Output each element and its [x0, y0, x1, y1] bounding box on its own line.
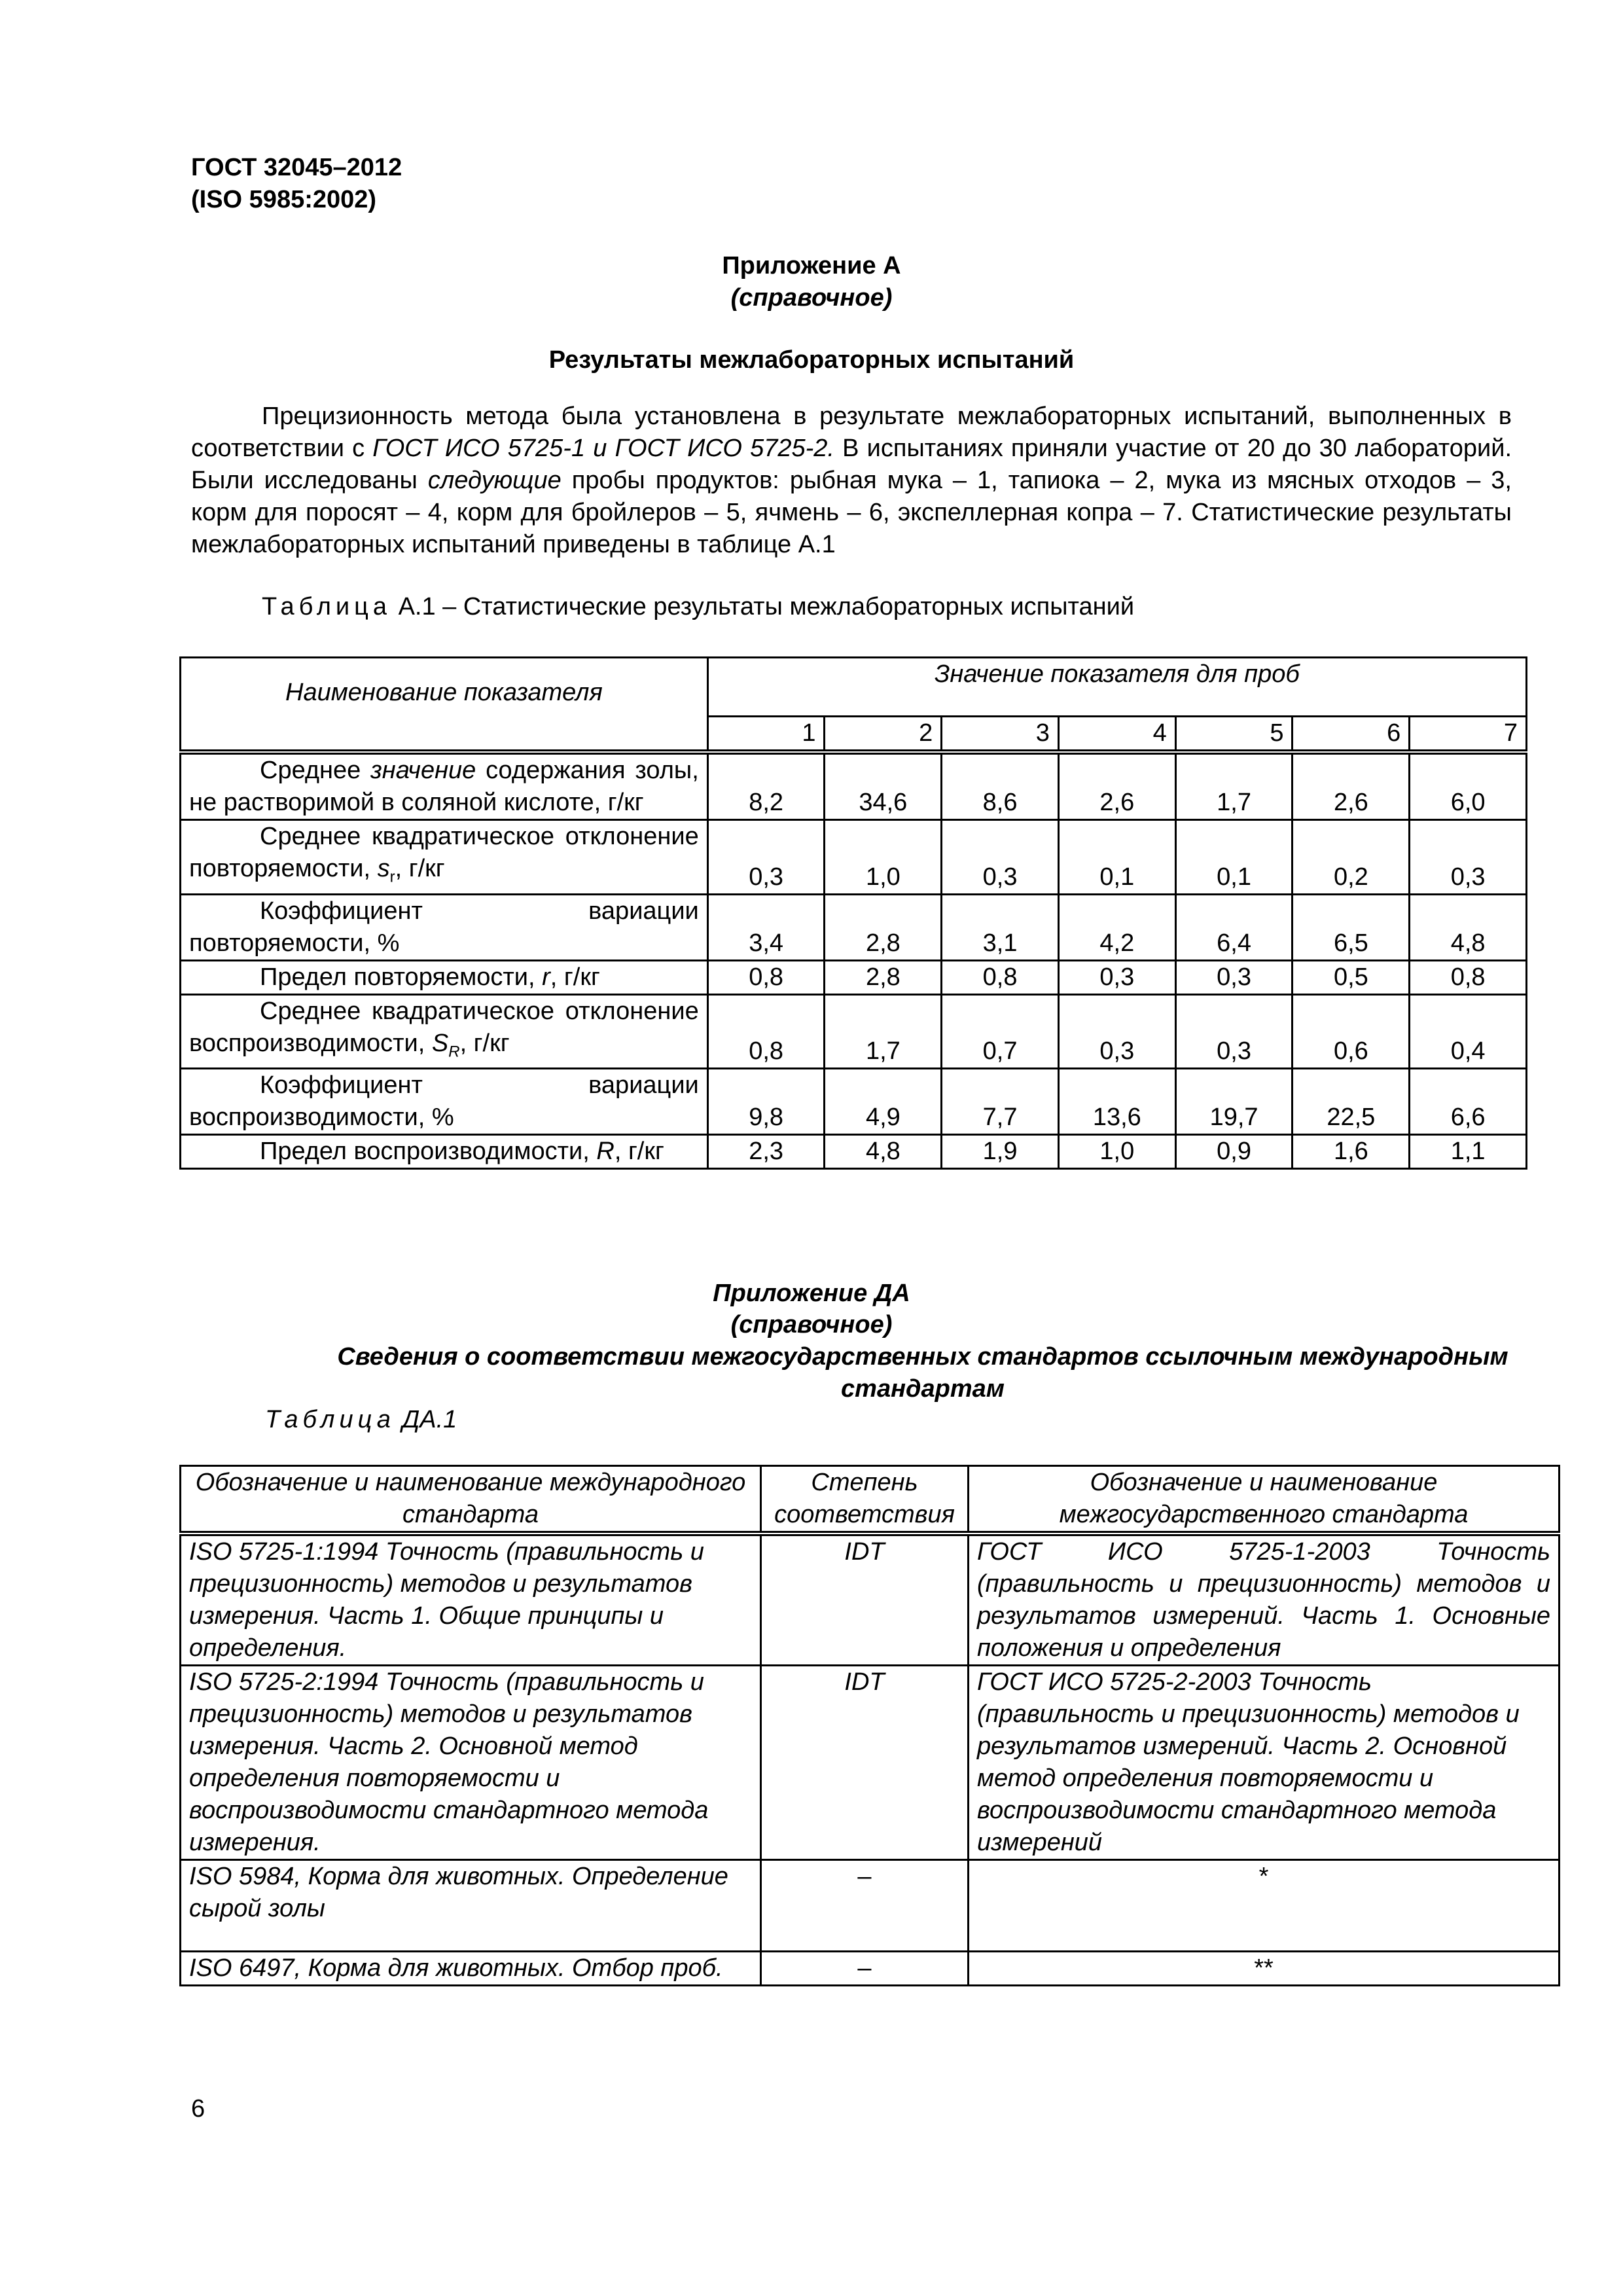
table-row	[181, 1069, 1527, 1135]
cell-value: 2,6	[1058, 752, 1175, 820]
cell-value: 1,7	[1175, 752, 1293, 820]
col-header-national: Обозначение и наименование межгосударственного стандарта	[969, 1466, 1560, 1534]
cell-value: 1,0	[825, 820, 942, 895]
table-row	[181, 1860, 1560, 1952]
cell-value: 0,1	[1175, 820, 1293, 895]
appendix-a-status: (справочное)	[730, 284, 893, 312]
table-row	[181, 1534, 1560, 1666]
national-standard: *	[969, 1860, 1560, 1952]
cell-value: 3,4	[707, 894, 825, 960]
cell-value: 6,4	[1175, 894, 1293, 960]
cell-value: 0,3	[1175, 994, 1293, 1069]
cell-value: 0,5	[1293, 960, 1410, 994]
sample-6: 6	[1293, 717, 1410, 753]
cell-value: 19,7	[1175, 1069, 1293, 1135]
appendix-da-heading: Сведения о соответствии межгосударственных стандартов ссылочным международным стандартам	[337, 1343, 1508, 1403]
cell-value: 1,1	[1410, 1135, 1527, 1169]
sample-4: 4	[1058, 717, 1175, 753]
table-row	[181, 1135, 1527, 1169]
cell-value: 0,3	[1175, 960, 1293, 994]
intl-standard: ISO 5725-2:1994 Точность (правильность и прецизионность) методов и результатов измерения. Часть 2. Основной метод определения повторяемости и воспроизводимости стандартного метода измерения.	[181, 1666, 761, 1860]
national-standard: ГОСТ ИСО 5725-2-2003 Точность (правильность и прецизионность) методов и результатов измерений. Часть 2. Основной метод определения повторяемости и воспроизводимости стандартного метода измерений	[969, 1666, 1560, 1860]
cell-value: 0,4	[1410, 994, 1527, 1069]
degree: –	[761, 1952, 969, 1986]
table-row	[181, 820, 1527, 895]
cell-value: 6,6	[1410, 1069, 1527, 1135]
cell-value: 22,5	[1293, 1069, 1410, 1135]
cell-value: 4,8	[1410, 894, 1527, 960]
row-label: Коэффициент вариации повторяемости, %	[181, 894, 708, 960]
cell-value: 2,8	[825, 894, 942, 960]
page-number: 6	[191, 2095, 205, 2123]
cell-value: 0,3	[1058, 994, 1175, 1069]
sample-2: 2	[825, 717, 942, 753]
cell-value: 0,3	[942, 820, 1059, 895]
cell-value: 0,8	[707, 960, 825, 994]
col-header-degree: Степень соответствия	[761, 1466, 969, 1534]
table-a1	[179, 656, 1527, 1170]
national-standard: **	[969, 1952, 1560, 1986]
table-row	[181, 960, 1527, 994]
sample-1: 1	[707, 717, 825, 753]
row-label: Предел воспроизводимости, R, г/кг	[181, 1135, 708, 1169]
cell-value: 1,6	[1293, 1135, 1410, 1169]
appendix-a-paragraph	[191, 401, 1512, 561]
cell-value: 3,1	[942, 894, 1059, 960]
cell-value: 0,3	[1058, 960, 1175, 994]
cell-value: 2,8	[825, 960, 942, 994]
sample-7: 7	[1410, 717, 1527, 753]
table-row	[181, 894, 1527, 960]
appendix-a-heading: Результаты межлабораторных испытаний	[548, 346, 1075, 374]
cell-value: 4,9	[825, 1069, 942, 1135]
iso-reference: (ISO 5985:2002)	[191, 186, 377, 213]
standard-number: ГОСТ 32045–2012	[191, 154, 402, 181]
caption-prefix: Таблица	[265, 1406, 395, 1433]
row-label: Среднее значение содержания золы, не растворимой в соляной кислоте, г/кг	[181, 752, 708, 820]
appendix-da-status: (справочное)	[730, 1311, 893, 1338]
degree: IDT	[761, 1666, 969, 1860]
cell-value: 0,2	[1293, 820, 1410, 895]
caption-prefix: Таблица	[262, 593, 391, 620]
cell-value: 8,6	[942, 752, 1059, 820]
sample-3: 3	[942, 717, 1059, 753]
degree: IDT	[761, 1534, 969, 1666]
table-a1-caption	[262, 591, 1134, 623]
cell-value: 0,9	[1175, 1135, 1293, 1169]
sample-5: 5	[1175, 717, 1293, 753]
cell-value: 4,2	[1058, 894, 1175, 960]
cell-value: 0,7	[942, 994, 1059, 1069]
cell-value: 0,3	[707, 820, 825, 895]
national-standard: ГОСТ ИСО 5725-1-2003 Точность (правильность и прецизионность) методов и результатов измерений. Часть 1. Основные положения и определения	[969, 1534, 1560, 1666]
cell-value: 0,6	[1293, 994, 1410, 1069]
cell-value: 34,6	[825, 752, 942, 820]
row-label: Предел повторяемости, r, г/кг	[181, 960, 708, 994]
cell-value: 9,8	[707, 1069, 825, 1135]
intl-standard: ISO 6497, Корма для животных. Отбор проб.	[181, 1952, 761, 1986]
intl-standard: ISO 5725-1:1994 Точность (правильность и прецизионность) методов и результатов измерения. Часть 1. Общие принципы и определения.	[181, 1534, 761, 1666]
cell-value: 7,7	[942, 1069, 1059, 1135]
cell-value: 0,8	[707, 994, 825, 1069]
cell-value: 2,3	[707, 1135, 825, 1169]
cell-value: 6,0	[1410, 752, 1527, 820]
paragraph-text: Прецизионность метода была установлена в результате межлабораторных испытаний, выполненных в соответствии с	[191, 403, 1512, 462]
cell-value: 2,6	[1293, 752, 1410, 820]
cell-value: 6,5	[1293, 894, 1410, 960]
cell-value: 8,2	[707, 752, 825, 820]
cell-value: 13,6	[1058, 1069, 1175, 1135]
paragraph-emphasis: следующие	[427, 467, 562, 494]
caption-text: ДА.1	[402, 1406, 457, 1433]
cell-value: 1,0	[1058, 1135, 1175, 1169]
paragraph-standards-ref: ГОСТ ИСО 5725-1 и ГОСТ ИСО 5725-2.	[372, 435, 834, 462]
row-label: Среднее квадратическое отклонение повторяемости, $s_r$, г/кг	[181, 820, 708, 895]
paragraph-text: пробы продуктов: рыбная мука – 1, тапиока – 2, мука из мясных отходов – 3, корм для поросят – 4, корм для бройлеров – 5, ячмень – 6, экспеллерная копра – 7. Статистические результаты межлабораторных испытаний приведены в таблице А.1	[191, 467, 1512, 558]
table-row	[181, 1666, 1560, 1860]
table-da1-caption	[265, 1404, 457, 1436]
appendix-a-title: Приложение А	[722, 252, 901, 279]
intl-standard: ISO 5984, Корма для животных. Определение сырой золы	[181, 1860, 761, 1952]
cell-value: 4,8	[825, 1135, 942, 1169]
row-label: Среднее квадратическое отклонение воспроизводимости, $S_R$, г/кг	[181, 994, 708, 1069]
row-label: Коэффициент вариации воспроизводимости, %	[181, 1069, 708, 1135]
table-row	[181, 1952, 1560, 1986]
cell-value: 1,9	[942, 1135, 1059, 1169]
caption-text: А.1 – Статистические результаты межлабораторных испытаний	[398, 593, 1135, 620]
col-header-name: Наименование показателя	[181, 658, 708, 753]
table-row	[181, 994, 1527, 1069]
document-header	[191, 152, 402, 216]
col-header-intl: Обозначение и наименование международного стандарта	[181, 1466, 761, 1534]
cell-value: 0,8	[942, 960, 1059, 994]
table-row	[181, 752, 1527, 820]
table-da1	[179, 1465, 1560, 1986]
cell-value: 0,3	[1410, 820, 1527, 895]
degree: –	[761, 1860, 969, 1952]
cell-value: 0,8	[1410, 960, 1527, 994]
cell-value: 1,7	[825, 994, 942, 1069]
appendix-da-title: Приложение ДА	[713, 1280, 910, 1307]
col-header-values: Значение показателя для проб	[707, 658, 1526, 717]
cell-value: 0,1	[1058, 820, 1175, 895]
paragraph-text: В испытаниях приняли участие от 20 до 30 лабораторий. Были исследованы	[191, 435, 1512, 494]
